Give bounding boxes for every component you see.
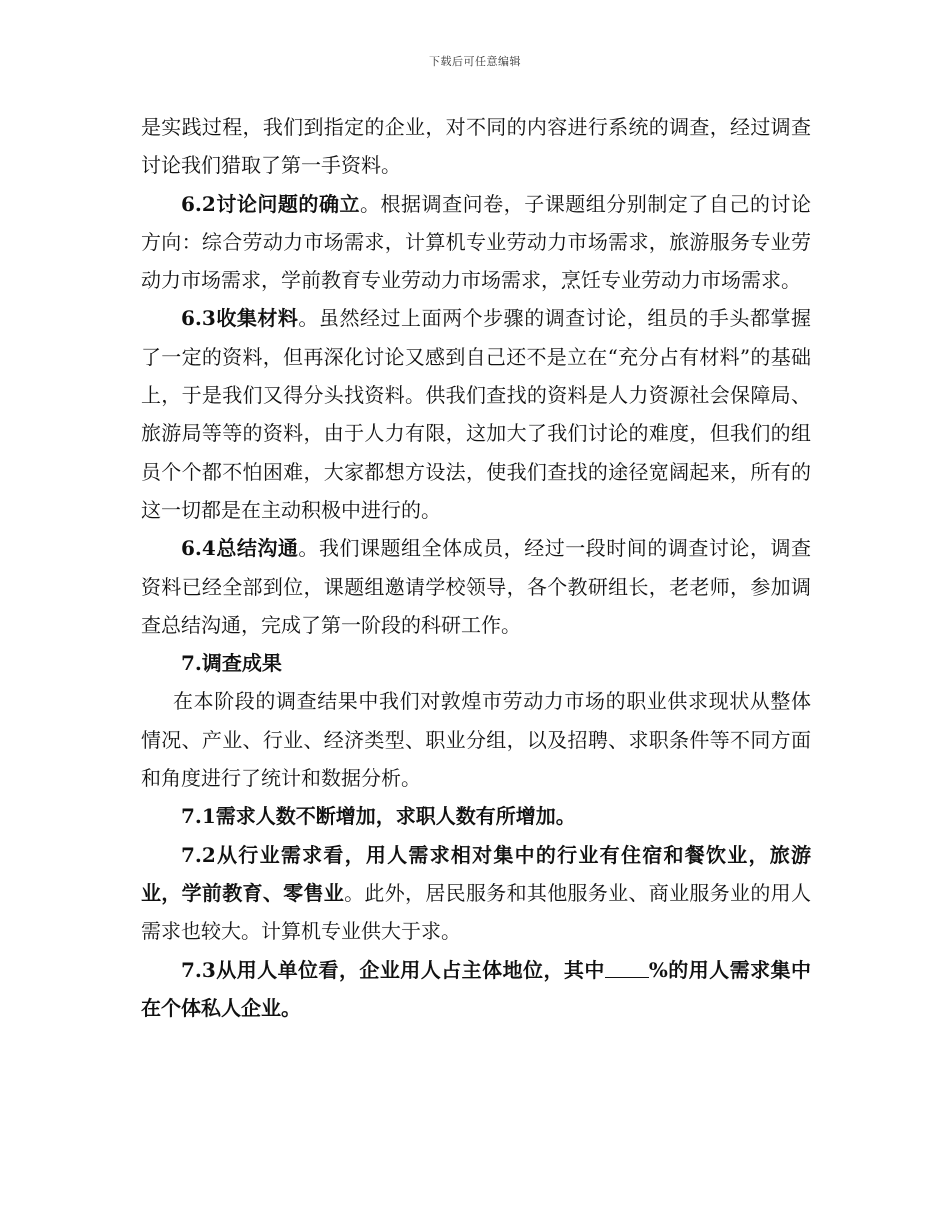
section-heading-7-2: 7.2从行业需求看，用人需求相对集中的行业有住宿和餐饮业，旅游业，学前教育、零售业 xyxy=(141,842,811,905)
paragraph-7-2 xyxy=(141,836,811,951)
page-header: 下载后可任意编辑 xyxy=(429,55,521,68)
paragraph-1 xyxy=(141,108,811,185)
paragraph-7-1 xyxy=(141,797,811,835)
paragraph-6-3 xyxy=(141,299,811,529)
section-heading-6-3: 6.3收集材料 xyxy=(181,306,299,331)
paragraph-7-3 xyxy=(141,951,811,1028)
paragraph-6-4 xyxy=(141,529,811,644)
paragraph-7 xyxy=(141,644,811,682)
paragraph-7-intro-text: 在本阶段的调查结果中我们对敦煌市劳动力市场的职业供求现状从整体情况、产业、行业、经济类型、职业分组，以及招聘、求职条件等不同方面和角度进行了统计和数据分析。 xyxy=(141,689,811,791)
section-heading-6-2: 6.2讨论问题的确立 xyxy=(181,191,360,216)
section-heading-6-4: 6.4总结沟通 xyxy=(181,536,299,561)
paragraph-7-2-text: 。此外，居民服务和其他服务业、商业服务业的用人需求也较大。计算机专业供大于求。 xyxy=(141,880,811,944)
paragraph-6-2 xyxy=(141,185,811,300)
paragraph-7-intro xyxy=(141,682,811,797)
section-heading-7: 7.调查成果 xyxy=(181,651,282,676)
document-body xyxy=(141,108,811,1027)
paragraph-6-4-text: 。我们课题组全体成员，经过一段时间的调查讨论，调查资料已经全部到位，课题组邀请学校领导，各个教研组长，老老师，参加调查总结沟通，完成了第一阶段的科研工作。 xyxy=(141,536,812,637)
section-heading-7-3-before: 7.3从用人单位看，企业用人占主体地位，其中 xyxy=(181,957,605,982)
section-heading-7-1: 7.1需求人数不断增加，求职人数有所增加。 xyxy=(181,804,576,829)
section-heading-7-3-after: %的用人需求集中在个体私人企业。 xyxy=(141,957,811,1020)
paragraph-1-text: 是实践过程，我们到指定的企业，对不同的内容进行系统的调查，经过调查讨论我们猎取了第一手资料。 xyxy=(141,115,811,178)
paragraph-6-2-text: 。根据调查问卷，子课题组分别制定了自己的讨论方向：综合劳动力市场需求，计算机专业劳动力市场需求，旅游服务专业劳动力市场需求，学前教育专业劳动力市场需求，烹饪专业劳动力市场需求。 xyxy=(141,191,812,293)
fill-in-blank xyxy=(605,957,649,978)
paragraph-6-3-text: 。虽然经过上面两个步骤的调查讨论，组员的手头都掌握了一定的资料，但再深化讨论又感到自己还不是立在“充分占有材料”的基础上，于是我们又得分头找资料。供我们查找的资料是人力资源社会保障局、旅游局等等的资料，由于人力有限，这加大了我们讨论的难度，但我们的组员个个都不怕困难，大家都想方设法，使我们查找的途径宽阔起来，所有的这一切都是在主动积极中进行的。 xyxy=(141,306,812,522)
